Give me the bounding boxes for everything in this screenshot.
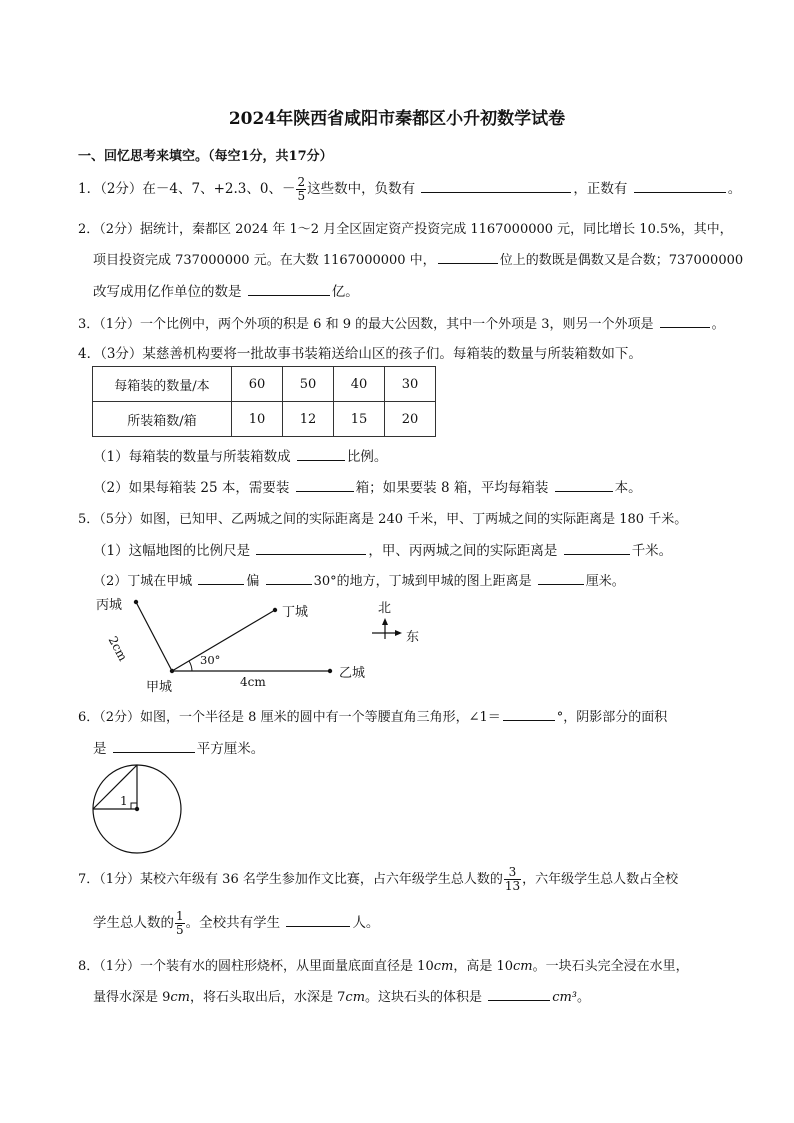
table-header-cell: 所装箱数/箱: [93, 402, 232, 437]
answer-blank[interactable]: [634, 179, 726, 193]
fraction: $\frac{3}{13}$: [504, 865, 521, 893]
label-jia: 甲城: [146, 680, 173, 695]
angle-1-label: 1: [120, 794, 128, 808]
label-length-yi: 4cm: [240, 675, 266, 689]
answer-blank[interactable]: [113, 739, 195, 753]
table-cell: 60: [232, 367, 283, 402]
answer-blank[interactable]: [198, 571, 244, 585]
angle-arc: [189, 661, 192, 671]
answer-blank[interactable]: [538, 571, 584, 585]
answer-blank[interactable]: [503, 707, 555, 721]
answer-blank[interactable]: [286, 913, 350, 927]
table-cell: 10: [232, 402, 283, 437]
segment-jia-bing: [136, 602, 172, 671]
point-bing: [134, 600, 138, 604]
point-yi: [328, 669, 332, 673]
question-8-line-2: 量得水深是 9cm，将石头取出后，水深是 7cm。这块石头的体积是 cm³。: [93, 986, 590, 1005]
answer-blank[interactable]: [660, 314, 710, 328]
question-7-line-2: 学生总人数的 $\frac{1}{5}$ 。全校共有学生 人。: [93, 909, 380, 937]
answer-blank[interactable]: [564, 541, 630, 555]
question-1: 1．（2分）在－4、7、+2.3、0、－ $\frac{2}{5}$ 这些数中，负数有 ，正数有 。: [78, 175, 742, 203]
label-ding: 丁城: [282, 605, 309, 620]
question-5: 5．（5分）如图，已知甲、乙两城之间的实际距离是 240 千米，甲、丁两城之间的实际距离是 180 千米。: [78, 512, 688, 527]
answer-blank[interactable]: [555, 478, 613, 492]
fraction: $\frac{1}{5}$: [176, 909, 184, 937]
question-8-line-1: 8．（1分）一个装有水的圆柱形烧杯，从里面量底面直径是 10cm，高是 10cm。一块石头完全浸在水里，: [78, 959, 689, 974]
table-cell: 12: [283, 402, 334, 437]
table-header-cell: 每箱装的数量/本: [93, 367, 232, 402]
center-point: [135, 807, 139, 811]
answer-blank[interactable]: [488, 987, 550, 1001]
question-5-sub-1: （1）这幅地图的比例尺是 ，甲、丙两城之间的实际距离是 千米。: [93, 543, 673, 559]
answer-blank[interactable]: [421, 179, 571, 193]
segment-jia-ding: [172, 610, 275, 671]
table-row: [93, 367, 436, 402]
label-angle: 30°: [200, 653, 221, 667]
question-2-line-1: 2．（2分）据统计，秦都区 2024 年 1～2 月全区固定资产投资完成 1167000000 元，同比增长 10.5%，其中，: [78, 222, 733, 237]
section-heading: 一、回忆思考来填空。（每空1分，共17分）: [78, 149, 333, 164]
circle-figure: [90, 762, 186, 858]
answer-blank[interactable]: [297, 447, 345, 461]
point-ding: [273, 608, 277, 612]
label-bing: 丙城: [96, 598, 123, 613]
label-north: 北: [378, 601, 392, 616]
question-6-line-1: 6．（2分）如图，一个半径是 8 厘米的圆中有一个等腰直角三角形，∠1＝ °，阴影部分的面积: [78, 706, 667, 725]
point-jia: [170, 669, 174, 673]
triangle-hypotenuse: [93, 765, 137, 809]
label-yi: 乙城: [339, 666, 366, 681]
east-arrowhead: [395, 630, 402, 636]
table-cell: 15: [334, 402, 385, 437]
table-cell: 20: [385, 402, 436, 437]
answer-blank[interactable]: [438, 250, 498, 264]
question-5-sub-2: （2）丁城在甲城 偏 30°的地方，丁城到甲城的图上距离是 厘米。: [93, 570, 625, 589]
table-cell: 40: [334, 367, 385, 402]
question-4: 4．（3分）某慈善机构要将一批故事书装箱送给山区的孩子们。每箱装的数量与所装箱数如下。: [78, 346, 642, 362]
label-east: 东: [406, 630, 420, 645]
table-cell: 50: [283, 367, 334, 402]
answer-blank[interactable]: [256, 541, 366, 555]
data-table: [92, 366, 436, 437]
table-row: [93, 402, 436, 437]
question-4-sub-2: （2）如果每箱装 25 本，需要装 箱；如果要装 8 箱，平均每箱装 本。: [93, 480, 642, 496]
fraction: $\frac{2}{5}$: [297, 175, 306, 203]
label-length-bing: 2cm: [105, 634, 131, 664]
answer-blank[interactable]: [296, 478, 354, 492]
question-2-line-3: 改写成用亿作单位的数是 亿。: [93, 284, 359, 300]
question-2-line-2: 项目投资完成 737000000 元。在大数 1167000000 中， 位上的数既是偶数又是合数；737000000: [93, 249, 743, 268]
question-4-sub-1: （1）每箱装的数量与所装箱数成 比例。: [93, 449, 388, 465]
page-title: 2024年陕西省咸阳市秦都区小升初数学试卷: [228, 109, 566, 129]
question-7-line-1: 7．（1分）某校六年级有 36 名学生参加作文比赛，占六年级学生总人数的 $\frac{3}{13}$ ，六年级学生总人数占全校: [78, 865, 679, 893]
question-6-line-2: 是 平方厘米。: [93, 741, 265, 757]
answer-blank[interactable]: [266, 571, 312, 585]
answer-blank[interactable]: [248, 282, 330, 296]
table-cell: 30: [385, 367, 436, 402]
question-3: 3．（1分）一个比例中，两个外项的积是 6 和 9 的最大公因数，其中一个外项是 3，则另一个外项是 。: [78, 313, 725, 332]
north-arrowhead: [382, 618, 388, 625]
